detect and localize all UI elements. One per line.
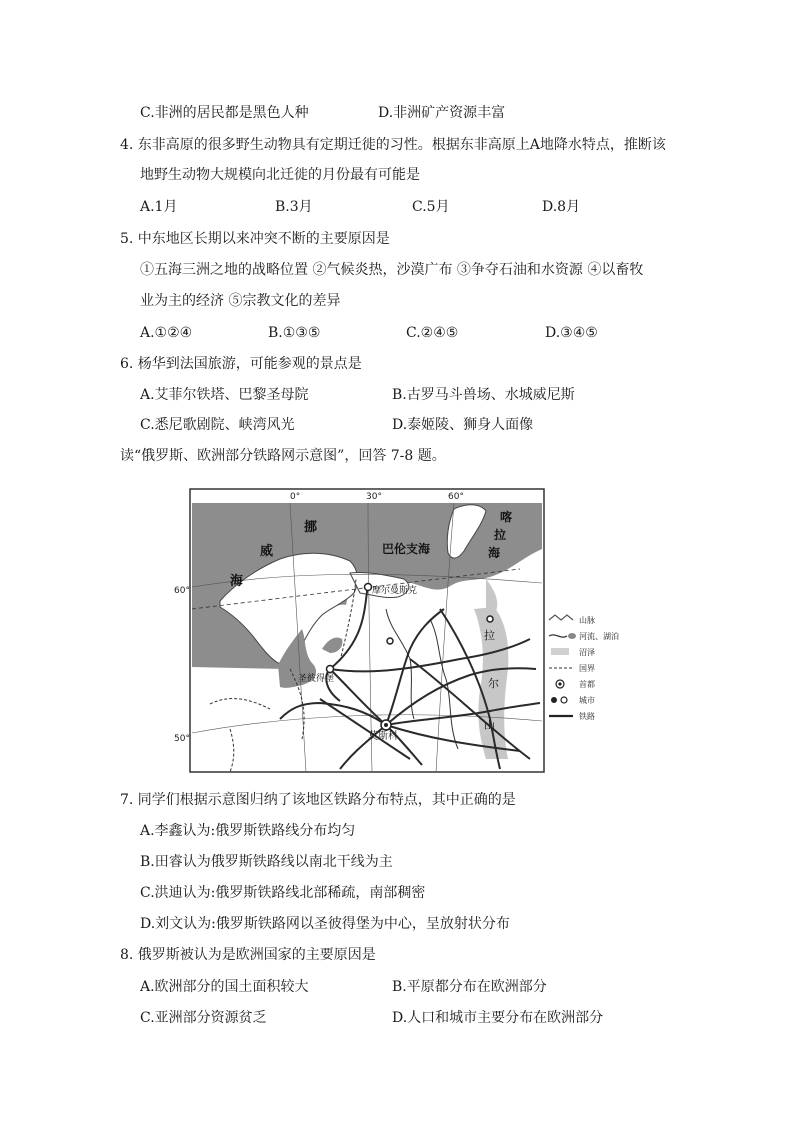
q5-items-line-1: ①五海三洲之地的战略位置 ②气候炎热，沙漠广布 ③争夺石油和水资源 ④以畜牧: [140, 262, 644, 278]
sea-kara-char2: 拉: [494, 528, 507, 542]
q4-stem-line-2: 地野生动物大规模向北迁徙的月份最有可能是: [140, 167, 420, 183]
city-stpetersburg-marker: [327, 666, 334, 673]
ural-label-char3: 山: [484, 719, 495, 732]
q3-option-c: C.非洲的居民都是黑色人种: [140, 105, 309, 121]
q7-option-d: D.刘文认为:俄罗斯铁路网以圣彼得堡为中心，呈放射状分布: [140, 916, 510, 932]
city-moscow-label: 莫斯科: [368, 731, 398, 742]
legend-mountain-symbol: [549, 615, 573, 620]
ural-label-char2: 尔: [488, 677, 499, 690]
q4-option-c: C.5月: [412, 199, 450, 215]
city-murmansk-label: 摩尔曼斯克: [372, 586, 418, 596]
q5-items-line-2: 业为主的经济 ⑤宗教文化的差异: [140, 293, 341, 309]
sea-kara-char1: 喀: [500, 510, 513, 524]
q4-option-d: D.8月: [542, 199, 581, 215]
legend-mountain: 山脉: [579, 616, 595, 625]
russia-europe-railway-map: [174, 489, 544, 772]
lat-50-label: 50°: [174, 734, 190, 744]
city-marker: [487, 616, 493, 622]
q8-option-d: D.人口和城市主要分布在欧洲部分: [392, 1010, 604, 1026]
q5-option-d: D.③④⑤: [545, 325, 598, 341]
city-murmansk-marker: [365, 584, 372, 591]
sea-norwegian-char2: 威: [260, 544, 274, 559]
q6-stem: 6. 杨华到法国旅游，可能参观的景点是: [120, 356, 362, 372]
map-legend: [547, 612, 617, 727]
legend-river: 河流、湖泊: [579, 632, 619, 641]
q8-stem: 8. 俄罗斯被认为是欧洲国家的主要原因是: [120, 947, 376, 963]
legend-city: 城市: [579, 696, 595, 705]
legend-capital: 首都: [579, 680, 595, 689]
q6-option-b: B.古罗马斗兽场、水城威尼斯: [392, 387, 575, 403]
sea-norwegian-char1: 挪: [304, 520, 318, 535]
q7-option-a: A.李鑫认为:俄罗斯铁路线分布均匀: [140, 823, 356, 839]
q6-option-d: D.泰姬陵、狮身人面像: [392, 417, 534, 433]
q6-option-a: A.艾菲尔铁塔、巴黎圣母院: [140, 387, 309, 403]
city-stpetersburg-label: 圣彼得堡: [298, 674, 335, 684]
q3-option-d: D.非洲矿产资源丰富: [378, 105, 506, 121]
q4-option-b: B.3月: [275, 199, 313, 215]
legend-swamp: 沼泽: [579, 648, 595, 657]
q4-stem-line-1: 4. 东非高原的很多野生动物具有定期迁徙的习性。根据东非高原上A地降水特点，推断该: [120, 137, 666, 153]
map-intro: 读“俄罗斯、欧洲部分铁路网示意图”，回答 7-8 题。: [120, 448, 446, 464]
sea-barents-label: 巴伦支海: [382, 542, 431, 556]
legend-city-symbol: [551, 697, 557, 703]
q7-option-c: C.洪迪认为:俄罗斯铁路线北部稀疏，南部稠密: [140, 885, 426, 901]
lon-30-label: 30°: [366, 492, 382, 502]
q8-option-a: A.欧洲部分的国土面积较大: [140, 979, 309, 995]
legend-railway: 铁路: [579, 712, 595, 721]
legend-swamp-symbol: [551, 648, 569, 655]
q4-option-a: A.1月: [140, 199, 178, 215]
q7-option-b: B.田睿认为俄罗斯铁路线以南北干线为主: [140, 854, 393, 870]
legend-river-symbol: [549, 635, 567, 637]
legend-border: 国界: [579, 664, 595, 673]
q5-option-a: A.①②④: [140, 325, 193, 341]
ural-label-char1: 拉: [484, 629, 495, 642]
q6-option-c: C.悉尼歌剧院、峡湾风光: [140, 417, 295, 433]
q5-stem: 5. 中东地区长期以来冲突不断的主要原因是: [120, 231, 390, 247]
q8-option-c: C.亚洲部分资源贫乏: [140, 1010, 267, 1026]
q7-stem: 7. 同学们根据示意图归纳了该地区铁路分布特点，其中正确的是: [120, 792, 516, 808]
city-marker: [387, 638, 393, 644]
sea-norwegian-char3: 海: [230, 574, 244, 589]
lon-60-label: 60°: [448, 492, 464, 502]
sea-kara-char3: 海: [488, 546, 501, 560]
q5-option-b: B.①③⑤: [268, 325, 321, 341]
lat-60-label: 60°: [174, 586, 190, 596]
lon-0-label: 0°: [290, 492, 301, 502]
q8-option-b: B.平原都分布在欧洲部分: [392, 979, 547, 995]
q5-option-c: C.②④⑤: [406, 325, 459, 341]
